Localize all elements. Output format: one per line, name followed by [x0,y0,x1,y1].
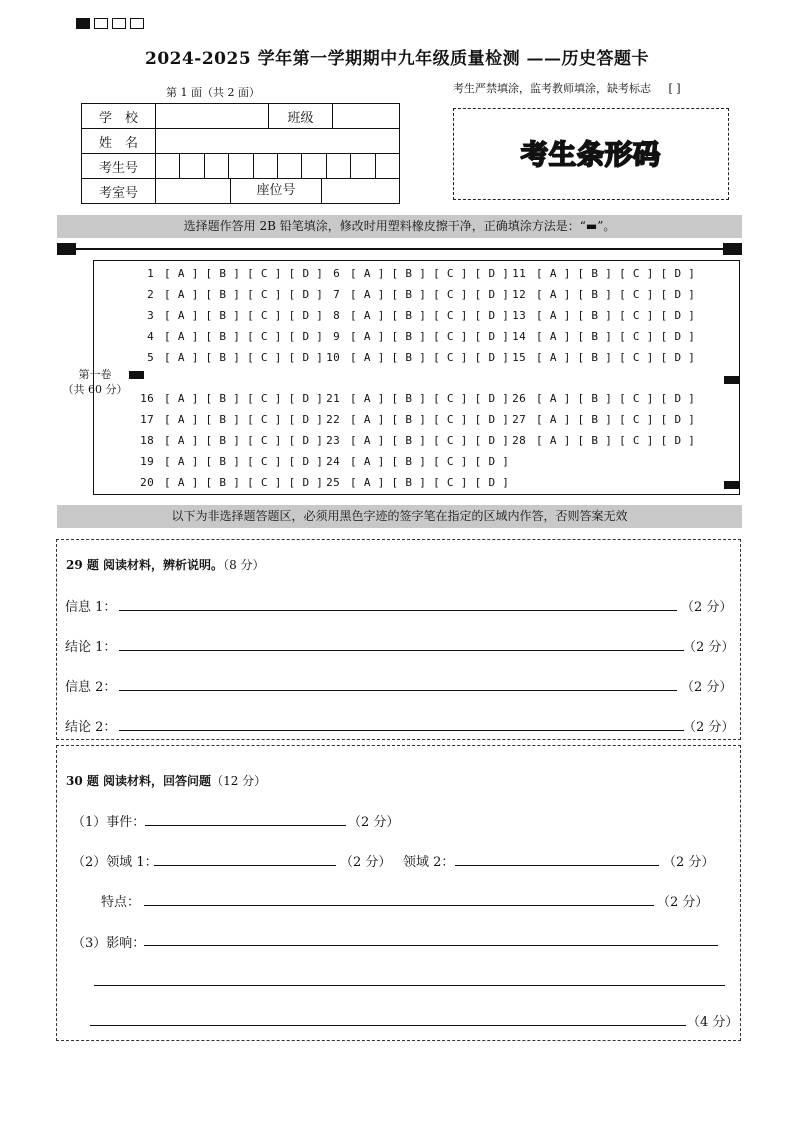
mc-answer-area [93,260,740,495]
mc-options[interactable]: [ A ] [ B ] [ C ] [ D ] [164,455,324,468]
mc-options[interactable]: [ A ] [ B ] [ C ] [ D ] [164,309,324,322]
mc-question[interactable] [504,434,695,447]
separator-line [66,248,733,250]
name-label: 姓 名 [82,129,156,154]
q30-impact-answer-line[interactable] [90,1025,686,1026]
q29-info1-label: 信息 1： [65,600,117,615]
alignment-mark [723,243,742,255]
class-field[interactable] [333,104,400,129]
mc-options[interactable]: [ A ] [ B ] [ C ] [ D ] [536,267,696,280]
q30-event-label: （1）事件： [72,815,146,830]
mc-options[interactable]: [ A ] [ B ] [ C ] [ D ] [536,330,696,343]
mc-question-number: 14 [512,330,526,343]
question-29-box [56,539,741,740]
mc-options[interactable]: [ A ] [ B ] [ C ] [ D ] [350,413,510,426]
mc-question-number: 18 [140,434,154,447]
mc-question-number: 27 [512,413,526,426]
barcode-area [453,108,729,200]
q30-impact-score: （4 分） [687,1015,739,1030]
page-marker-empty [130,18,144,29]
exam-no-label: 考生号 [82,154,156,179]
school-field[interactable] [156,104,269,129]
mc-question-number: 15 [512,351,526,364]
mc-options[interactable]: [ A ] [ B ] [ C ] [ D ] [350,330,510,343]
non-mc-notice-bar: 以下为非选择题答题区，必须用黑色字迹的签字笔在指定的区域内作答，否则答案无效 [57,505,742,528]
mc-question[interactable] [318,309,509,322]
q29-info1-score: （2 分） [681,600,733,615]
page-info: 第 1 面（共 2 面） [166,86,260,99]
q30-field2-answer-line[interactable] [455,865,659,866]
mc-options[interactable]: [ A ] [ B ] [ C ] [ D ] [350,309,510,322]
mc-question-number: 3 [147,309,154,322]
absent-notice [453,80,681,96]
q29-info2-score: （2 分） [681,680,733,695]
mc-question[interactable] [318,476,509,489]
mc-question-number: 9 [333,330,340,343]
room-label: 考室号 [82,179,156,204]
mc-question-number: 6 [333,267,340,280]
mc-options[interactable]: [ A ] [ B ] [ C ] [ D ] [164,288,324,301]
q29-conclusion1-label: 结论 1： [65,640,117,655]
mc-question-number: 20 [140,476,154,489]
mc-options[interactable]: [ A ] [ B ] [ C ] [ D ] [536,309,696,322]
q29-conclusion1-answer-line[interactable] [119,650,684,651]
q30-feature-answer-line[interactable] [144,905,654,906]
mc-question[interactable] [504,392,695,405]
mc-question-number: 17 [140,413,154,426]
mc-options[interactable]: [ A ] [ B ] [ C ] [ D ] [164,267,324,280]
mc-question[interactable] [132,267,323,280]
q29-conclusion2-score: （2 分） [683,720,735,735]
q29-conclusion1-score: （2 分） [683,640,735,655]
mc-question[interactable] [318,330,509,343]
mc-question-number: 7 [333,288,340,301]
question-30-title [66,772,266,789]
q30-impact-label: （3）影响： [72,936,146,951]
mc-question[interactable] [318,434,509,447]
question-29-points: （8 分） [223,558,265,572]
section-label-points: （共 60 分） [62,383,128,396]
mc-question[interactable] [504,309,695,322]
mc-question-number: 28 [512,434,526,447]
mc-question[interactable] [132,351,323,364]
q30-field2-label: 领域 2： [403,855,455,870]
page-marker-empty [112,18,126,29]
mc-options[interactable]: [ A ] [ B ] [ C ] [ D ] [164,413,324,426]
page-marker-empty [94,18,108,29]
q30-feature-label: 特点： [101,895,141,910]
mc-question-number: 19 [140,455,154,468]
mc-options[interactable]: [ A ] [ B ] [ C ] [ D ] [350,351,510,364]
q30-event-answer-line[interactable] [145,825,346,826]
mc-options[interactable]: [ A ] [ B ] [ C ] [ D ] [164,476,324,489]
mc-question-number: 5 [147,351,154,364]
q30-impact-answer-line[interactable] [144,945,718,946]
q30-field1-label: （2）领域 1： [72,855,158,870]
exam-no-cells [156,154,399,178]
question-30-title-text: 30 题 阅读材料，回答问题 [66,774,212,788]
q29-conclusion2-label: 结论 2： [65,720,117,735]
mc-question-number: 13 [512,309,526,322]
exam-no-field[interactable] [156,154,400,179]
question-29-title [66,556,265,573]
mc-question-number: 26 [512,392,526,405]
school-label: 学 校 [82,104,156,129]
mc-options[interactable]: [ A ] [ B ] [ C ] [ D ] [350,476,510,489]
q29-info2-label: 信息 2： [65,680,117,695]
mc-question-number: 16 [140,392,154,405]
q29-info1-answer-line[interactable] [119,610,677,611]
mc-question[interactable] [504,267,695,280]
class-label: 班级 [269,104,333,129]
mc-question[interactable] [504,351,695,364]
mc-question-number: 8 [333,309,340,322]
mc-question-number: 22 [326,413,340,426]
mc-question[interactable] [318,351,509,364]
q30-impact-answer-line[interactable] [94,985,725,986]
mc-instruction-bar: 选择题作答用 2B 铅笔填涂，修改时用塑料橡皮擦干净，正确填涂方法是：“▬”。 [57,215,742,238]
mc-question[interactable] [132,392,323,405]
mc-options[interactable]: [ A ] [ B ] [ C ] [ D ] [350,267,510,280]
question-30-points: （12 分） [211,774,267,788]
page-marker-filled [76,18,90,29]
mc-question[interactable] [132,413,323,426]
mc-question-number: 10 [326,351,340,364]
q30-feature-score: （2 分） [657,895,709,910]
section-label-title: 第一卷 [78,368,112,381]
mc-options[interactable]: [ A ] [ B ] [ C ] [ D ] [536,413,696,426]
seat-field[interactable] [322,179,399,203]
mc-options[interactable]: [ A ] [ B ] [ C ] [ D ] [536,392,696,405]
mc-options[interactable]: [ A ] [ B ] [ C ] [ D ] [164,351,324,364]
mc-question-number: 12 [512,288,526,301]
page-title: 2024-2025 学年第一学期期中九年级质量检测 ——历史答题卡 [144,49,650,69]
mc-question-number: 4 [147,330,154,343]
mc-options[interactable]: [ A ] [ B ] [ C ] [ D ] [350,434,510,447]
absent-notice-text: 考生严禁填涂，监考教师填涂，缺考标志 [453,82,651,95]
mc-options[interactable]: [ A ] [ B ] [ C ] [ D ] [164,392,324,405]
mc-options[interactable]: [ A ] [ B ] [ C ] [ D ] [350,288,510,301]
absent-checkbox[interactable]: [ ] [668,82,681,95]
mc-question[interactable] [132,455,323,468]
mc-question[interactable] [318,392,509,405]
name-field[interactable] [156,129,400,154]
q30-field1-answer-line[interactable] [154,865,336,866]
mc-question-number: 23 [326,434,340,447]
q30-field1-score: （2 分） [340,855,392,870]
mc-question-number: 25 [326,476,340,489]
q29-info2-answer-line[interactable] [119,690,677,691]
mc-question[interactable] [504,288,695,301]
room-field[interactable] [156,179,231,203]
question-29-title-text: 29 题 阅读材料，辨析说明。 [66,558,224,572]
q29-conclusion2-answer-line[interactable] [119,730,684,731]
mc-options[interactable]: [ A ] [ B ] [ C ] [ D ] [164,330,324,343]
mc-question-number: 1 [147,267,154,280]
mc-options[interactable]: [ A ] [ B ] [ C ] [ D ] [164,434,324,447]
mc-options[interactable]: [ A ] [ B ] [ C ] [ D ] [536,288,696,301]
q30-event-score: （2 分） [348,815,400,830]
mc-question-number: 11 [512,267,526,280]
mc-options[interactable]: [ A ] [ B ] [ C ] [ D ] [536,434,696,447]
question-30-box [56,745,741,1041]
mc-question[interactable] [318,267,509,280]
mc-question[interactable] [318,413,509,426]
q30-field2-score: （2 分） [663,855,715,870]
mc-question[interactable] [318,455,509,468]
seat-label: 座位号 [231,179,322,203]
mc-question[interactable] [132,309,323,322]
mc-question[interactable] [132,434,323,447]
barcode-label: 考生条形码 [521,140,661,171]
mc-options[interactable]: [ A ] [ B ] [ C ] [ D ] [350,455,510,468]
mc-question-number: 2 [147,288,154,301]
page-marker-squares [76,18,144,29]
mc-question[interactable] [318,288,509,301]
mc-question-number: 24 [326,455,340,468]
mc-question-number: 21 [326,392,340,405]
mc-question[interactable] [504,413,695,426]
mc-question[interactable] [504,330,695,343]
mc-question[interactable] [132,330,323,343]
alignment-mark [57,243,76,255]
mc-question[interactable] [132,476,323,489]
student-info-table [81,103,400,204]
mc-options[interactable]: [ A ] [ B ] [ C ] [ D ] [350,392,510,405]
mc-question[interactable] [132,288,323,301]
mc-options[interactable]: [ A ] [ B ] [ C ] [ D ] [536,351,696,364]
